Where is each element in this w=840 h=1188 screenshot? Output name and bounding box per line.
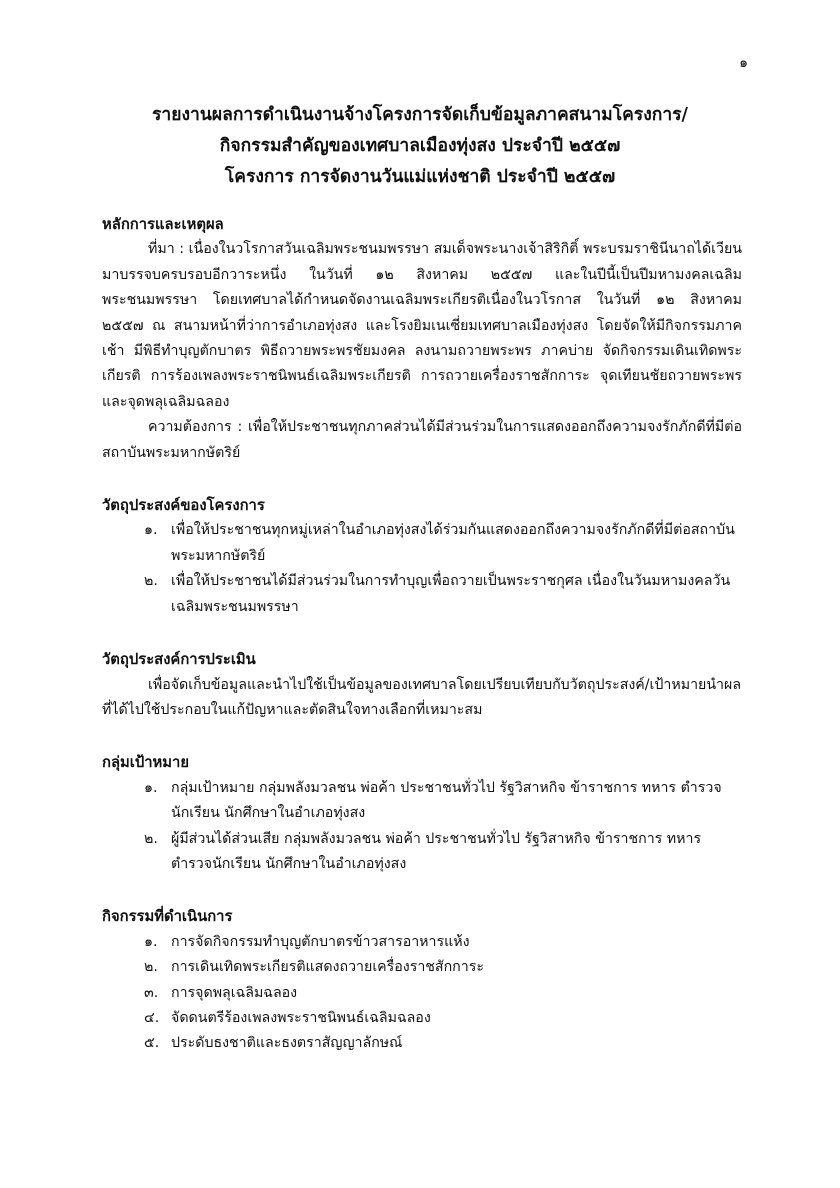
objectives-list <box>102 518 742 620</box>
list-item-text: ประดับธงชาติและธงตราสัญญาลักษณ์ <box>171 1035 403 1052</box>
document-body <box>102 212 742 1084</box>
section-objectives <box>102 493 742 620</box>
principles-needs-paragraph: ความต้องการ : เพื่อให้ประชาชนทุกภาคส่วนได้มีส่วนร่วมในการแสดงออกถึงความจงรักภักดีที่มีต่อสถาบันพระมหากษัตริย์ <box>102 419 742 461</box>
title-line-1: รายงานผลการดำเนินงานจ้างโครงการจัดเก็บข้อมูลภาคสนามโครงการ/ <box>152 105 688 125</box>
list-item-number: ๑. <box>144 522 158 539</box>
list-item-text: จัดดนตรีร้องเพลงพระราชนิพนธ์เฉลิมฉลอง <box>171 1009 431 1026</box>
list-item-number: ๓. <box>144 984 159 1001</box>
list-item-text: เพื่อให้ประชาชนทุกหมู่เหล่าในอำเภอทุ่งสงได้ร่วมกันแสดงออกถึงความจงรักภักดีที่มีต่อสถาบันพระมหากษัตริย์ <box>171 522 735 564</box>
list-item-text: การจุดพลุเฉลิมฉลอง <box>171 984 298 1001</box>
list-item <box>102 518 742 569</box>
section-activities <box>102 904 742 1056</box>
section-principles <box>102 212 742 466</box>
principles-origin-paragraph: ที่มา : เนื่องในวโรกาสวันเฉลิมพระชนมพรรษา สมเด็จพระนางเจ้าสิริกิติ์ พระบรมราชินีนาถได้เวียนมาบรรจบครบรอบอีกวาระหนึ่ง ในวันที่ ๑๒ สิงหาคม ๒๕๕๗ และในปีนี้เป็นปีมหามงคลเฉลิมพระชนมพรรษา โดยเทศบาลได้กำหนดจัดงานเฉลิมพระเกียรติเนื่องในวโรกาส ในวันที่ ๑๒ สิงหาคม ๒๕๕๗ ณ สนามหน้าที่ว่าการอำเภอทุ่งสง และโรงยิมเนเซี่ยมเทศบาลเมืองทุ่งสง โดยจัดให้มีกิจกรรมภาคเช้า มีพิธีทำบุญตักบาตร พิธีถวายพระพรชัยมงคล ลงนามถวายพระพร ภาคบ่าย จัดกิจกรรมเดินเทิดพระเกียรติ การร้องเพลงพระราชนิพนธ์เฉลิมพระเกียรติ การถวายเครื่องราชสักการะ จุดเทียนชัยถวายพระพร และจุดพลุเฉลิมฉลอง <box>102 241 742 410</box>
evaluation-paragraph: เพื่อจัดเก็บข้อมูลและนำไปใช้เป็นข้อมูลของเทศบาลโดยเปรียบเทียบกับวัตถุประสงค์/เป้าหมายนำผลที่ได้ไปใช้ประกอบในแก้ปัญหาและตัดสินใจทางเลือกที่เหมาะสม <box>102 676 742 718</box>
list-item <box>102 569 742 620</box>
section-target-group <box>102 750 742 877</box>
list-item <box>102 981 742 1006</box>
section-evaluation <box>102 647 742 723</box>
list-item-text: กลุ่มเป้าหมาย กลุ่มพลังมวลชน พ่อค้า ประชาชนทั่วไป รัฐวิสาหกิจ ข้าราชการ ทหาร ตำรวจนักเรียน นักศึกษาในอำเภอทุ่งสง <box>171 779 722 822</box>
heading-principles: หลักการและเหตุผล <box>102 216 224 233</box>
list-item <box>102 776 742 827</box>
list-item <box>102 955 742 980</box>
list-item-number: ๔. <box>144 1009 160 1026</box>
list-item <box>102 1031 742 1056</box>
document-title <box>100 100 740 193</box>
heading-target-group: กลุ่มเป้าหมาย <box>102 754 190 772</box>
target-group-list <box>102 776 742 878</box>
list-item-text: การจัดกิจกรรมทำบุญตักบาตรข้าวสารอาหารแห้ง <box>171 933 470 950</box>
list-item-text: การเดินเทิดพระเกียรติแสดงถวายเครื่องราชสักการะ <box>171 959 484 976</box>
list-item-number: ๑. <box>144 933 158 950</box>
list-item-text: ผู้มีส่วนได้ส่วนเสีย กลุ่มพลังมวลชน พ่อค้า ประชาชนทั่วไป รัฐวิสาหกิจ ข้าราชการ ทหาร ตำรวจนักเรียน นักศึกษาในอำเภอทุ่งสง <box>171 830 702 872</box>
list-item-number: ๒. <box>144 830 158 847</box>
list-item-number: ๕. <box>144 1035 160 1052</box>
list-item-number: ๑. <box>144 779 158 796</box>
heading-activities: กิจกรรมที่ดำเนินการ <box>102 908 233 926</box>
title-line-2: กิจกรรมสำคัญของเทศบาลเมืองทุ่งสง ประจำปี ๒๕๕๗ <box>219 136 621 156</box>
heading-objectives: วัตถุประสงค์ของโครงการ <box>102 497 265 515</box>
list-item-number: ๒. <box>144 959 158 976</box>
list-item <box>102 930 742 955</box>
title-line-3: โครงการ การจัดงานวันแม่แห่งชาติ ประจำปี ๒๕๕๗ <box>224 167 616 187</box>
list-item-text: เพื่อให้ประชาชนได้มีส่วนร่วมในการทำบุญเพื่อถวายเป็นพระราชกุศล เนื่องในวันมหามงคลวันเฉลิมพระชนมพรรษา <box>171 573 731 615</box>
activities-list <box>102 930 742 1057</box>
list-item-number: ๒. <box>144 573 158 590</box>
list-item <box>102 827 742 878</box>
page-number: ๑ <box>739 55 748 71</box>
list-item <box>102 1006 742 1031</box>
heading-evaluation: วัตถุประสงค์การประเมิน <box>102 651 256 669</box>
